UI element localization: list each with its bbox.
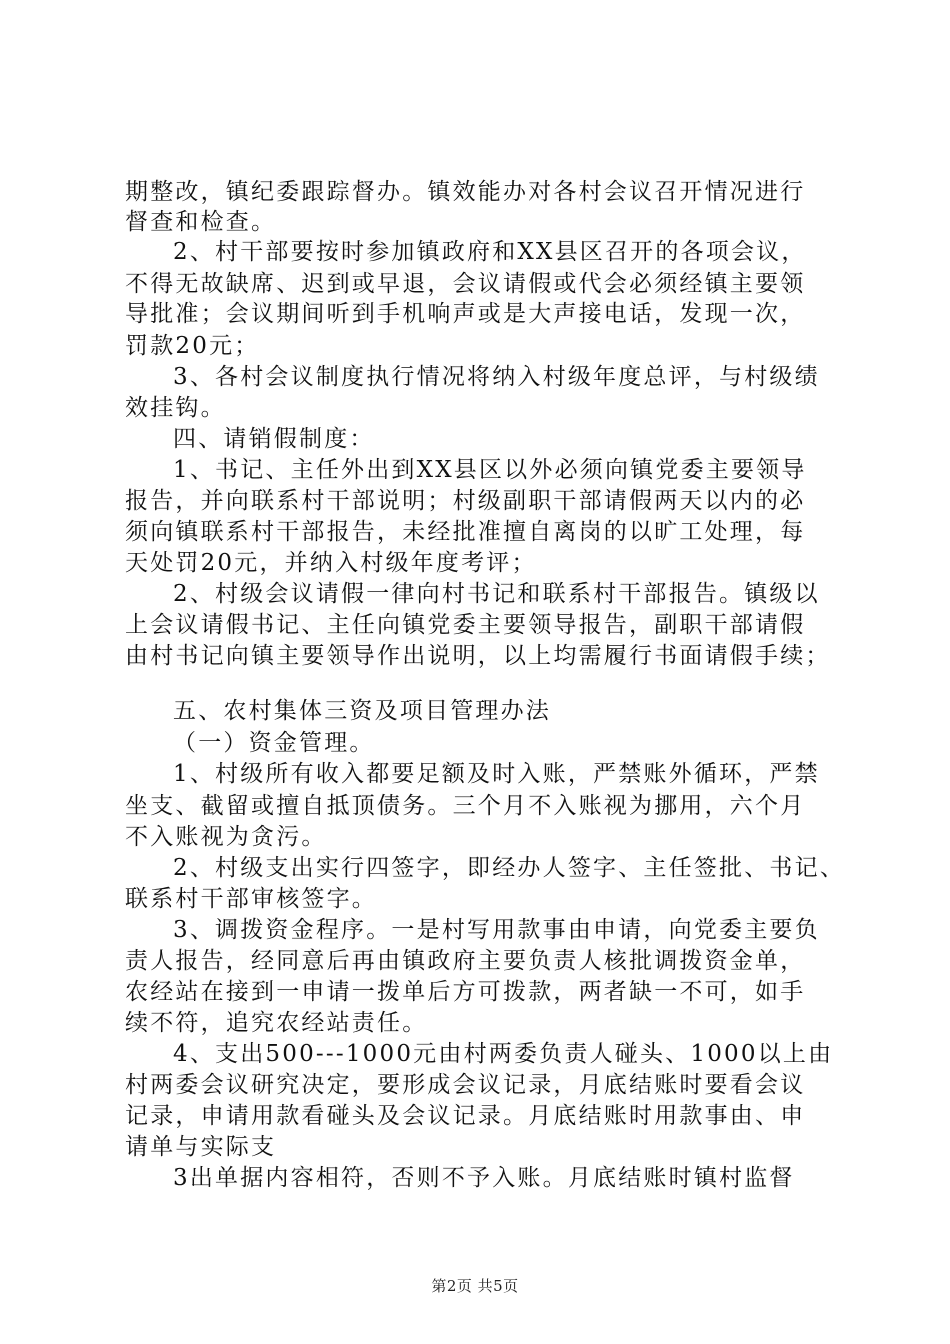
text-line-26: 农经站在接到一申请一拨单后方可拨款，两者缺一不可，如手 [125,979,806,1005]
text-line-25: 责人报告，经同意后再由镇政府主要负责人核批调拨资金单， [125,948,806,974]
text-line-8: 效挂钩。 [125,395,226,421]
text-line-32: 3出单据内容相符，否则不予入账。月底结账时镇村监督 [173,1165,795,1191]
text-line-13: 天处罚20元，并纳入村级年度考评； [125,550,537,576]
text-line-12: 须向镇联系村干部报告，未经批准擅自离岗的以旷工处理，每 [125,519,806,545]
text-line-11: 报告，并向联系村干部说明；村级副职干部请假两天以内的必 [125,488,806,514]
text-line-15: 上会议请假书记、主任向镇党委主要领导报告，副职干部请假 [125,612,806,638]
text-line-5: 导批准；会议期间听到手机响声或是大声接电话，发现一次， [125,301,806,327]
text-line-3: 2、村干部要按时参加镇政府和XX县区召开的各项会议， [173,239,807,265]
text-line-28: 4、支出500---1000元由村两委负责人碰头、1000以上由 [173,1041,834,1067]
text-line-4: 不得无故缺席、迟到或早退，会议请假或代会必须经镇主要领 [125,271,806,297]
text-line-10: 1、书记、主任外出到XX县区以外必须向镇党委主要领导 [173,457,807,483]
text-line-19: 1、村级所有收入都要足额及时入账，严禁账外循环，严禁 [173,761,820,787]
subsection-heading-1: （一）资金管理。 [173,730,375,756]
text-line-22: 2、村级支出实行四签字，即经办人签字、主任签批、书记、 [173,855,846,881]
text-line-30: 记录，申请用款看碰头及会议记录。月底结账时用款事由、申 [125,1103,806,1129]
text-line-14: 2、村级会议请假一律向村书记和联系村干部报告。镇级以 [173,581,820,607]
text-line-6: 罚款20元； [125,333,260,359]
text-line-1: 期整改，镇纪委跟踪督办。镇效能办对各村会议召开情况进行 [125,179,806,205]
text-line-7: 3、各村会议制度执行情况将纳入村级年度总评，与村级绩 [173,364,820,390]
section-heading-5: 五、农村集体三资及项目管理办法 [173,698,551,724]
text-line-27: 续不符，追究农经站责任。 [125,1010,428,1036]
text-line-2: 督查和检查。 [125,209,277,235]
text-line-21: 不入账视为贪污。 [125,824,327,850]
text-line-20: 坐支、截留或擅自抵顶债务。三个月不入账视为挪用，六个月 [125,793,806,819]
text-line-16: 由村书记向镇主要领导作出说明，以上均需履行书面请假手续； [125,643,831,669]
text-line-23: 联系村干部审核签字。 [125,886,377,912]
section-heading-4: 四、请销假制度： [173,426,375,452]
text-line-24: 3、调拨资金程序。一是村写用款事由申请，向党委主要负 [173,917,820,943]
text-line-29: 村两委会议研究决定，要形成会议记录，月底结账时要看会议 [125,1072,806,1098]
page-number-footer: 第2页 共5页 [431,1277,519,1295]
text-line-31: 请单与实际支 [125,1134,277,1160]
